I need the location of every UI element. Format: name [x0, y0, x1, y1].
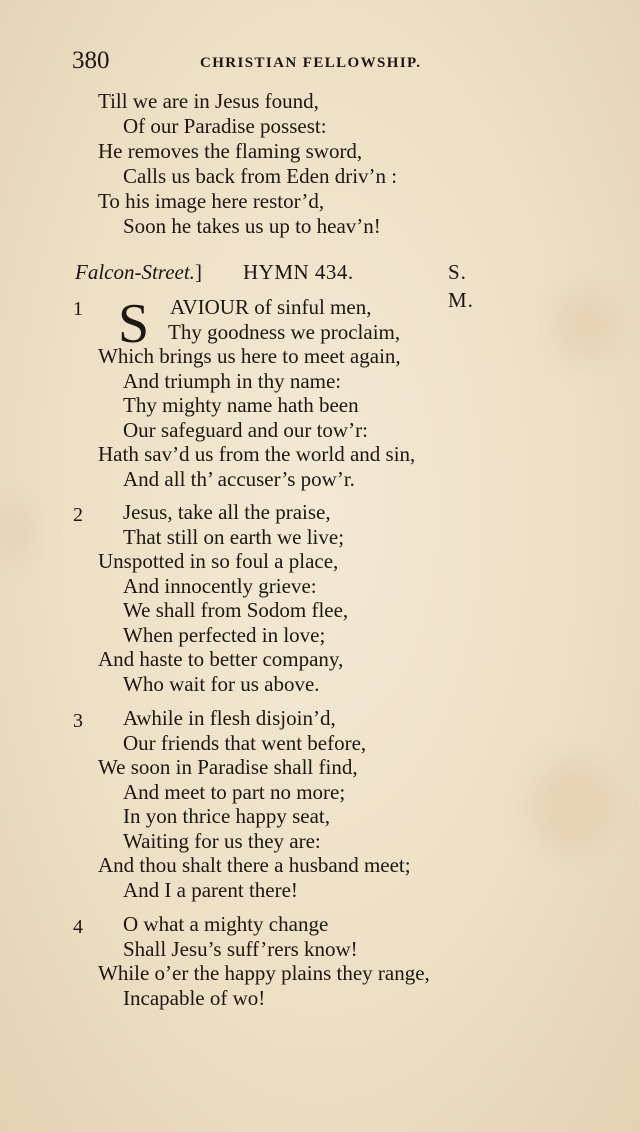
verse-line: Waiting for us they are:	[123, 829, 321, 853]
page-number: 380	[72, 47, 110, 74]
stanza-line: Till we are in Jesus found,	[98, 89, 319, 113]
verse-line: And I a parent there!	[123, 878, 298, 902]
verse-line: And thou shalt there a husband meet;	[98, 853, 411, 877]
verse-line: Jesus, take all the praise,	[123, 500, 331, 524]
verse-line: Who wait for us above.	[123, 672, 320, 696]
page-header	[72, 46, 472, 78]
verse-line: And haste to better company,	[98, 647, 344, 671]
drop-cap: S	[118, 293, 150, 355]
verse-line: Our friends that went before,	[123, 731, 367, 755]
stanza-line: Of our Paradise possest:	[123, 114, 327, 138]
stanza-line: Calls us back from Eden driv’n :	[123, 164, 398, 188]
verse-line: When perfected in love;	[123, 623, 326, 647]
verse-line: Thy mighty name hath been	[123, 393, 359, 417]
stanza-line: Soon he takes us up to heav’n!	[123, 214, 381, 238]
verse-line: Incapable of wo!	[123, 986, 266, 1010]
verse-number: 1	[73, 298, 83, 320]
tune-bracket: ]	[194, 260, 202, 284]
verse-line: While o’er the happy plains they range,	[98, 961, 430, 985]
hymn-title: HYMN 434.	[243, 260, 354, 284]
verse-line: Shall Jesu’s suff’rers know!	[123, 937, 358, 961]
verse-line: And triumph in thy name:	[123, 369, 342, 393]
verse-line: And innocently grieve:	[123, 574, 317, 598]
stanza-line: He removes the flaming sword,	[98, 139, 363, 163]
verse-line: We soon in Paradise shall find,	[98, 755, 358, 779]
running-head: CHRISTIAN FELLOWSHIP.	[200, 55, 422, 71]
verse-line: Unspotted in so foul a place,	[98, 549, 339, 573]
verse-line: Hath sav’d us from the world and sin,	[98, 442, 416, 466]
tune-name: Falcon-Street.	[75, 260, 195, 284]
paper-stain	[530, 760, 610, 850]
verse-line: Our safeguard and our tow’r:	[123, 418, 368, 442]
paper-stain	[0, 500, 30, 560]
verse-line: Which brings us here to meet again,	[98, 344, 401, 368]
verse-line: That still on earth we live;	[123, 525, 345, 549]
verse-line: O what a mighty change	[123, 912, 329, 936]
verse-line: Thy goodness we proclaim,	[168, 320, 401, 344]
verse-line: And meet to part no more;	[123, 780, 346, 804]
paper-stain	[555, 290, 615, 360]
verse-line: AVIOUR of sinful men,	[170, 295, 372, 319]
verse-line: In yon thrice happy seat,	[123, 804, 331, 828]
verse-number: 3	[73, 710, 83, 732]
verse-line: Awhile in flesh disjoin’d,	[123, 706, 336, 730]
hymn-meter: S. M.	[448, 260, 474, 312]
verse-line: And all th’ accuser’s pow’r.	[123, 467, 355, 491]
stanza-line: To his image here restor’d,	[98, 189, 325, 213]
verse-number: 2	[73, 504, 83, 526]
verse-line: We shall from Sodom flee,	[123, 598, 349, 622]
verse-number: 4	[73, 916, 83, 938]
